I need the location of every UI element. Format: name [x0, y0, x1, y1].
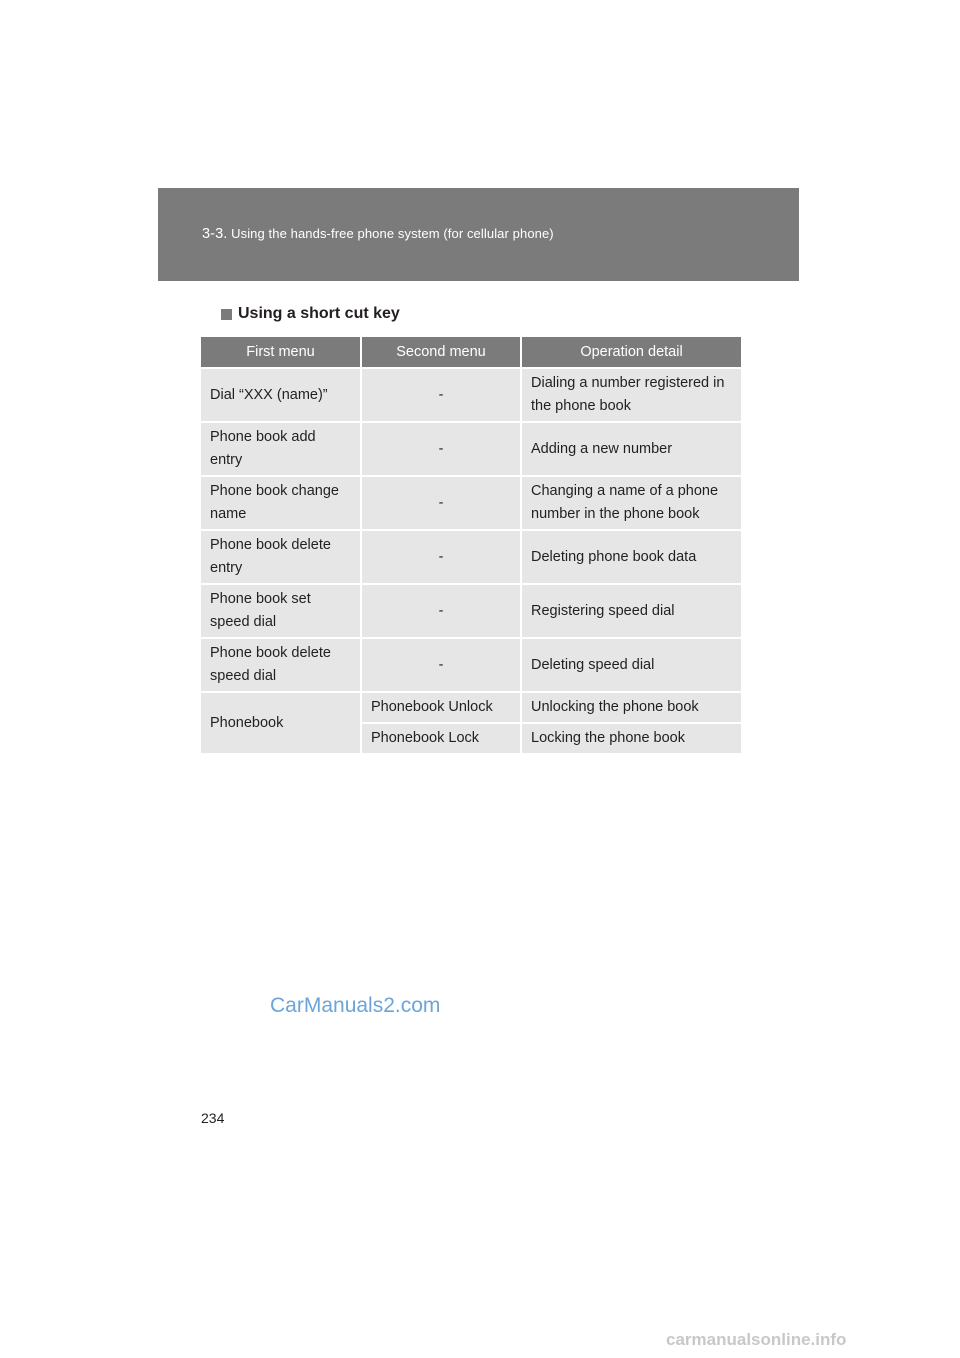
operation-detail-cell: Registering speed dial	[521, 584, 741, 638]
second-menu-cell: -	[361, 638, 521, 692]
chapter-header-title	[202, 226, 554, 242]
table-row	[201, 422, 741, 476]
second-menu-cell: -	[361, 584, 521, 638]
first-menu-cell: Phone book add entry	[201, 422, 361, 476]
column-header-second-menu: Second menu	[361, 337, 521, 368]
first-menu-cell-phonebook: Phonebook	[201, 692, 361, 754]
column-header-operation-detail: Operation detail	[521, 337, 741, 368]
second-menu-cell: -	[361, 476, 521, 530]
column-header-first-menu: First menu	[201, 337, 361, 368]
first-menu-cell: Phone book change name	[201, 476, 361, 530]
footer-watermark: carmanualsonline.info	[666, 1330, 847, 1349]
watermark-logo: CarManuals2.com	[270, 994, 441, 1017]
chapter-header-band	[158, 188, 799, 281]
table-row	[201, 638, 741, 692]
square-bullet-icon	[221, 309, 232, 320]
operation-detail-cell: Locking the phone book	[521, 723, 741, 754]
table-row	[201, 584, 741, 638]
section-heading-text: Using a short cut key	[238, 305, 400, 322]
second-menu-cell: -	[361, 368, 521, 422]
first-menu-cell: Phone book delete speed dial	[201, 638, 361, 692]
table-row	[201, 476, 741, 530]
first-menu-cell: Phone book set speed dial	[201, 584, 361, 638]
operation-detail-cell: Unlocking the phone book	[521, 692, 741, 723]
second-menu-cell: -	[361, 530, 521, 584]
chapter-number: 3-3.	[202, 226, 228, 242]
page-number: 234	[201, 1110, 225, 1126]
operation-detail-cell: Adding a new number	[521, 422, 741, 476]
second-menu-cell: Phonebook Lock	[361, 723, 521, 754]
table-row	[201, 368, 741, 422]
shortcut-menu-table	[201, 337, 741, 755]
first-menu-cell: Dial “XXX (name)”	[201, 368, 361, 422]
operation-detail-cell: Dialing a number registered in the phone book	[521, 368, 741, 422]
table-header-row	[201, 337, 741, 368]
operation-detail-cell: Deleting phone book data	[521, 530, 741, 584]
second-menu-cell: -	[361, 422, 521, 476]
table-row	[201, 530, 741, 584]
first-menu-cell: Phone book delete entry	[201, 530, 361, 584]
chapter-title: Using the hands-free phone system (for cellular phone)	[231, 226, 554, 241]
second-menu-cell: Phonebook Unlock	[361, 692, 521, 723]
operation-detail-cell: Changing a name of a phone number in the phone book	[521, 476, 741, 530]
table-row	[201, 692, 741, 723]
operation-detail-cell: Deleting speed dial	[521, 638, 741, 692]
section-heading	[221, 305, 400, 323]
